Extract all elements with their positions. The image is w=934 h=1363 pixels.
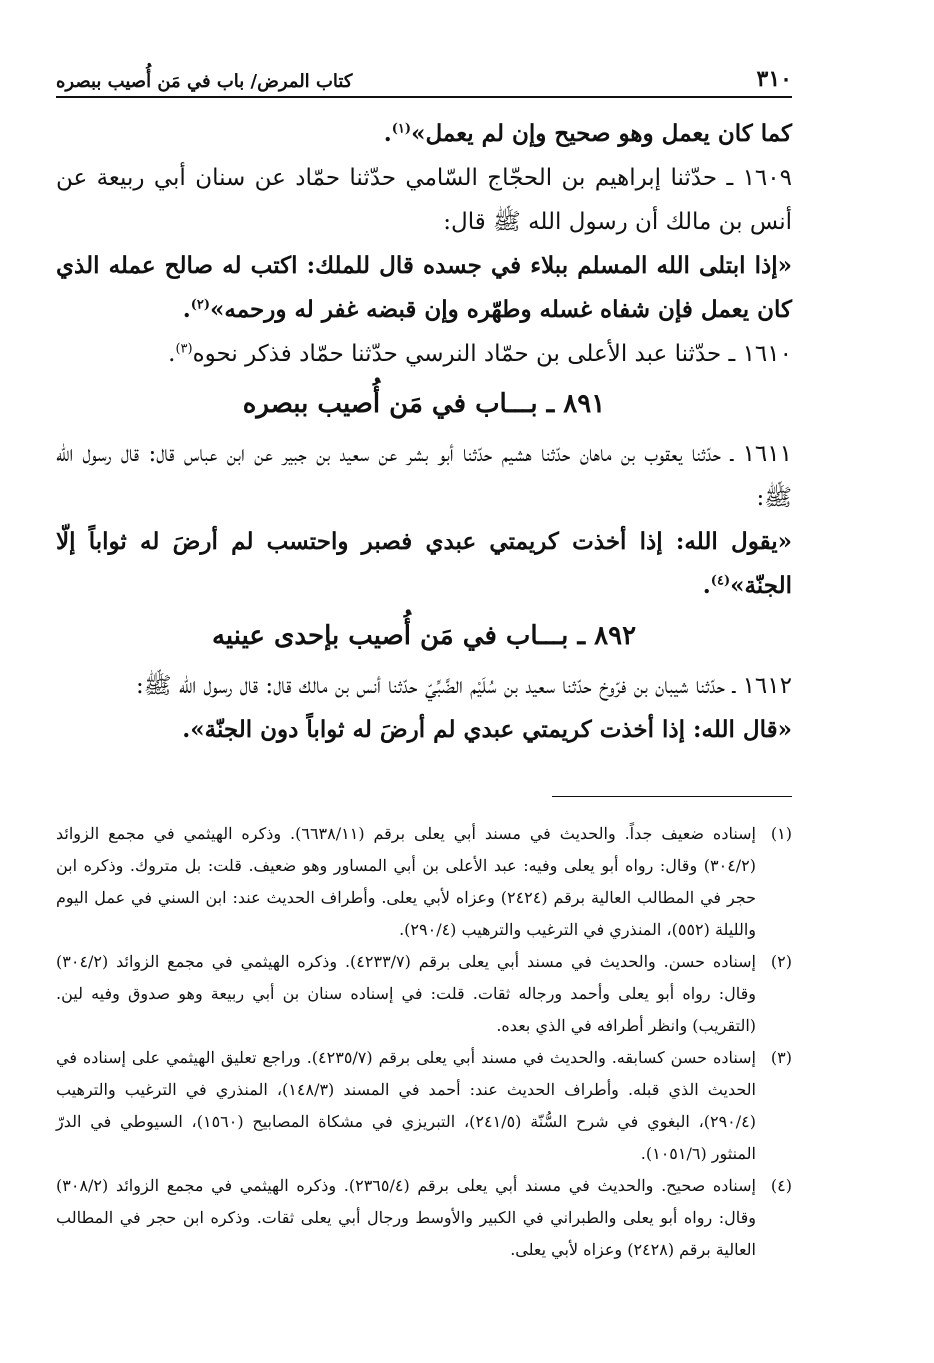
footnote-1 [56, 818, 792, 946]
hadith-1609-chain: ١٦٠٩ ـ حدّثنا إبراهيم بن الحجّاج السّامي حدّثنا حمّاد عن سنان أبي ربيعة عن أنس بن مالك أن رسول الله ﷺ قال: [56, 165, 792, 235]
hadith-1611-text: «يقول الله: إذا أخذت كريمتي عبدي فصبر واحتسب لم أرضَ له ثواباً إلّا الجنّة»$^{(٤)}$. [56, 528, 792, 599]
footnote-4 [56, 1170, 792, 1266]
footnote-text: إسناده حسن كسابقه. والحديث في مسند أبي يعلى برقم (٤٢٣٥/٧). وراجع تعليق الهيثمي على إسناده في الحديث الذي قبله. وأطراف الحديث عند: أحمد في المسند (١٤٨/٣)، المنذري في الترغيب والترهيب (٢٩٠/٤)، البغوي في شرح السُّنّة (٢٤١/٥)، التبريزي في مشكاة المصابيح (١٥٦٠)، السيوطي في الدرّ المنثور (١٠٥١/٦). [56, 1048, 757, 1163]
footnote-number: (١) [770, 824, 792, 843]
footnotes [56, 818, 792, 1266]
hadith-1611-chain: ١٦١١ ـ حدّثنا يعقوب بن ماهان حدّثنا هشيم حدّثنا أبو بشر عن سعيد بن جبير عن ابن عباس قال: قال رسول الله ﷺ: [56, 441, 792, 511]
footnote-ref: (٣) [175, 341, 193, 357]
footnote-ref: (٤) [710, 573, 731, 589]
hadith-1610: ١٦١٠ ـ حدّثنا عبد الأعلى بن حمّاد النرسي حدّثنا حمّاد فذكر نحوه$^{(٣)}$. [168, 341, 792, 367]
page-header [56, 58, 792, 98]
running-title: كتاب المرض/ باب في مَن أُصيب ببصره [56, 71, 353, 92]
footnote-text: إسناده ضعيف جداً. والحديث في مسند أبي يعلى برقم (٦٦٣٨/١١). وذكره الهيثمي في مجمع الزوائد (٣٠٤/٢) وقال: رواه أبو يعلى وفيه: عبد الأعلى بن أبي المساور وهو ضعيف. قلت: بل متروك. وذكره ابن حجر في المطالب العالية برقم (٢٤٢٤) وعزاه لأبي يعلى. وأطراف الحديث عند: ابن السني في عمل اليوم والليلة (٥٥٢)، المنذري في الترغيب والترهيب (٢٩٠/٤). [56, 824, 757, 939]
footnote-text: إسناده صحيح. والحديث في مسند أبي يعلى برقم (٢٣٦٥/٤). وذكره الهيثمي في مجمع الزوائد (٣٠٨/٢) وقال: رواه أبو يعلى والطبراني في الكبير والأوسط ورجال أبي يعلى ثقات. وذكره ابن حجر في المطالب العالية برقم (٢٤٢٨) وعزاه لأبي يعلى. [56, 1176, 756, 1259]
footnote-2 [56, 946, 792, 1042]
continuation-paragraph: كما كان يعمل وهو صحيح وإن لم يعمل»$^{(١)}$. [383, 120, 792, 147]
footnote-number: (٢) [770, 952, 792, 971]
footnote-ref: (٢) [190, 297, 211, 313]
footnote-number: (٤) [770, 1176, 792, 1195]
footnote-3 [56, 1042, 792, 1170]
chapter-heading-891: ٨٩١ ـ بـــاب في مَن أُصيب ببصره [242, 389, 606, 419]
chapter-heading-892: ٨٩٢ ـ بـــاب في مَن أُصيب بإحدى عينيه [211, 621, 637, 651]
hadith-1612-text: «قال الله: إذا أخذت كريمتي عبدي لم أرضَ له ثواباً دون الجنّة». [182, 716, 792, 743]
hadith-1612-chain: ١٦١٢ ـ حدّثنا شيبان بن فرّوخ حدّثنا سعيد بن سُلَيْم الضَّبِّيّ حدّثنا أنس بن مالك قال: قال رسول الله ﷺ: [136, 673, 792, 699]
page-number: ٣١٠ [756, 66, 792, 92]
main-text [56, 112, 792, 752]
footnote-text: إسناده حسن. والحديث في مسند أبي يعلى برقم (٤٢٣٣/٧). وذكره الهيثمي في مجمع الزوائد (٣٠٤/٢) وقال: رواه أبو يعلى وأحمد ورجاله ثقات. قلت: في إسناده سنان بن أبي ربيعة وهو صدوق وفيه لين. (التقريب) وانظر أطرافه في الذي بعده. [56, 952, 756, 1035]
footnote-divider [552, 796, 792, 797]
hadith-1609-text: «إذا ابتلى الله المسلم ببلاء في جسده قال للملك: اكتب له صالح عمله الذي كان يعمل فإن شفاه غسله وطهّره وإن قبضه غفر له ورحمه»$^{(٢)}$. [56, 252, 792, 323]
footnote-number: (٣) [770, 1048, 792, 1067]
footnote-ref: (١) [391, 121, 412, 137]
